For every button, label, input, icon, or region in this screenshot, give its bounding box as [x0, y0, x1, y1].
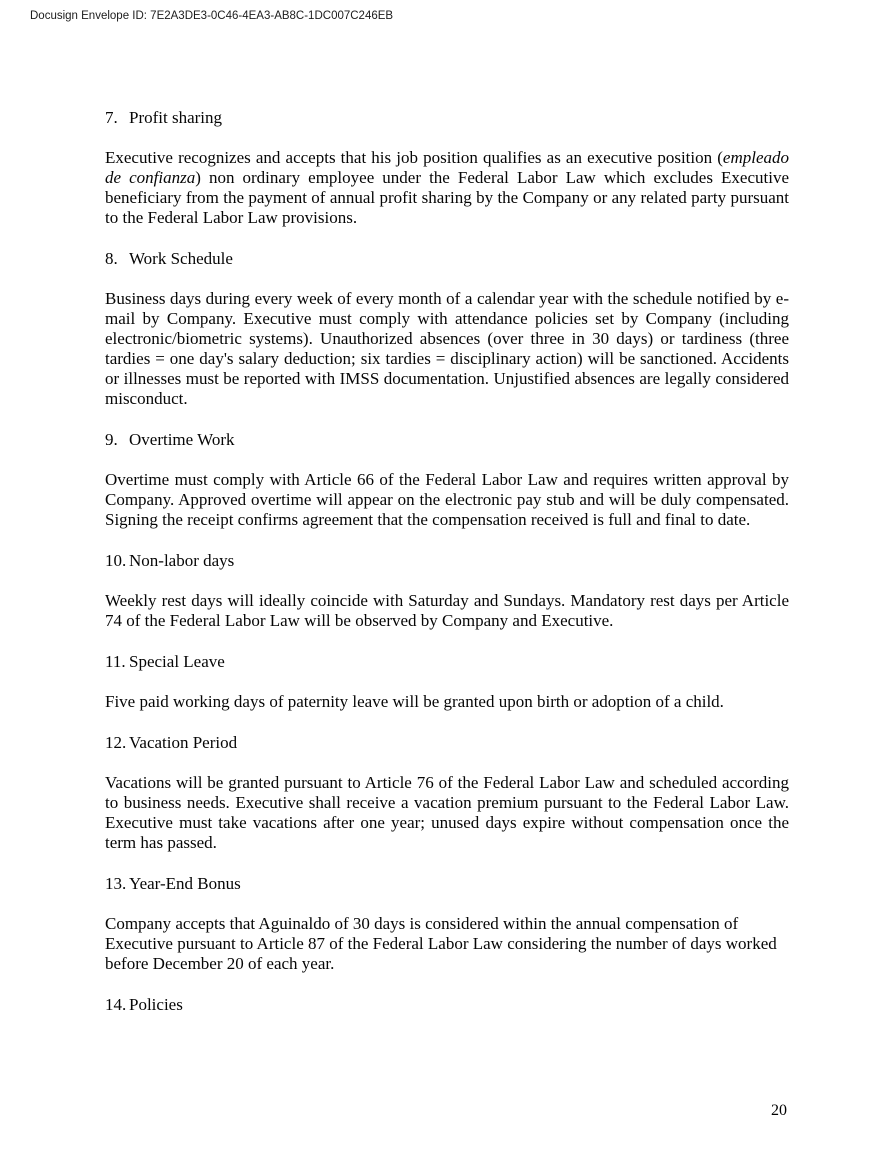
paragraph-text: Executive recognizes and accepts that his job position qualifies as an executive position (: [105, 148, 723, 167]
section-heading: [105, 551, 789, 571]
section-title: Vacation Period: [129, 733, 238, 752]
section-number: 13.: [105, 874, 127, 893]
section-heading: [105, 733, 789, 753]
section-title: Year-End Bonus: [129, 874, 241, 893]
section-heading: [105, 249, 789, 269]
section-number: 11.: [105, 652, 126, 671]
section-paragraph: [105, 148, 789, 228]
section-non-labor-days: [105, 551, 789, 631]
section-title: Overtime Work: [129, 430, 235, 449]
section-paragraph: Overtime must comply with Article 66 of the Federal Labor Law and requires written approval by Company. Approved overtime will appear on the electronic pay stub and will be duly compensated. Signing the receipt confirms agreement that the compensation received is full and final to date.: [105, 470, 789, 529]
section-policies: [105, 995, 789, 1015]
section-number: 7.: [105, 108, 118, 127]
section-number: 8.: [105, 249, 118, 268]
section-heading: [105, 108, 789, 128]
section-paragraph: Vacations will be granted pursuant to Article 76 of the Federal Labor Law and scheduled according to business needs. Executive shall receive a vacation premium pursuant to the Federal Labor Law. Executive must take vacations after one year; unused days expire without compensation once the term has passed.: [105, 773, 789, 852]
paragraph-italic-text: empleado de confianza: [105, 148, 789, 187]
section-number: 9.: [105, 430, 118, 449]
section-number: 14.: [105, 995, 127, 1014]
docusign-envelope-id: Docusign Envelope ID: 7E2A3DE3-0C46-4EA3-AB8C-1DC007C246EB: [30, 10, 394, 22]
section-number: 10.: [105, 551, 127, 570]
section-title: Special Leave: [129, 652, 225, 671]
section-heading: [105, 430, 789, 450]
section-title: Non-labor days: [129, 551, 235, 570]
section-heading: [105, 652, 789, 672]
section-overtime-work: [105, 430, 789, 530]
page-number: 20: [771, 1102, 787, 1119]
section-paragraph: Five paid working days of paternity leave will be granted upon birth or adoption of a child.: [105, 692, 724, 711]
section-paragraph: Business days during every week of every month of a calendar year with the schedule notified by e-mail by Company. Executive must comply with attendance policies set by Company (including electronic/biometric systems). Unauthorized absences (over three in 30 days) or tardiness (three tardies = one day's salary deduction; six tardies = disciplinary action) will be sanctioned. Accidents or illnesses must be reported with IMSS documentation. Unjustified absences are legally considered misconduct.: [105, 289, 789, 408]
section-heading: [105, 995, 789, 1015]
section-paragraph: Company accepts that Aguinaldo of 30 days is considered within the annual compensation of Executive pursuant to Article 87 of the Federal Labor Law considering the number of days worked before December 20 of each year.: [105, 914, 777, 973]
section-vacation-period: [105, 733, 789, 853]
contract-body: [105, 108, 789, 1035]
section-work-schedule: [105, 249, 789, 409]
section-heading: [105, 874, 789, 894]
section-profit-sharing: [105, 108, 789, 228]
section-title: Policies: [129, 995, 183, 1014]
section-paragraph: Weekly rest days will ideally coincide with Saturday and Sundays. Mandatory rest days per Article 74 of the Federal Labor Law will be observed by Company and Executive.: [105, 591, 789, 630]
section-title: Profit sharing: [129, 108, 223, 127]
paragraph-text: ) non ordinary employee under the Federal Labor Law which excludes Executive beneficiary from the payment of annual profit sharing by the Company or any related party pursuant to the Federal Labor Law provisions.: [105, 168, 789, 227]
section-title: Work Schedule: [129, 249, 233, 268]
section-special-leave: [105, 652, 789, 712]
section-number: 12.: [105, 733, 127, 752]
section-year-end-bonus: [105, 874, 789, 974]
